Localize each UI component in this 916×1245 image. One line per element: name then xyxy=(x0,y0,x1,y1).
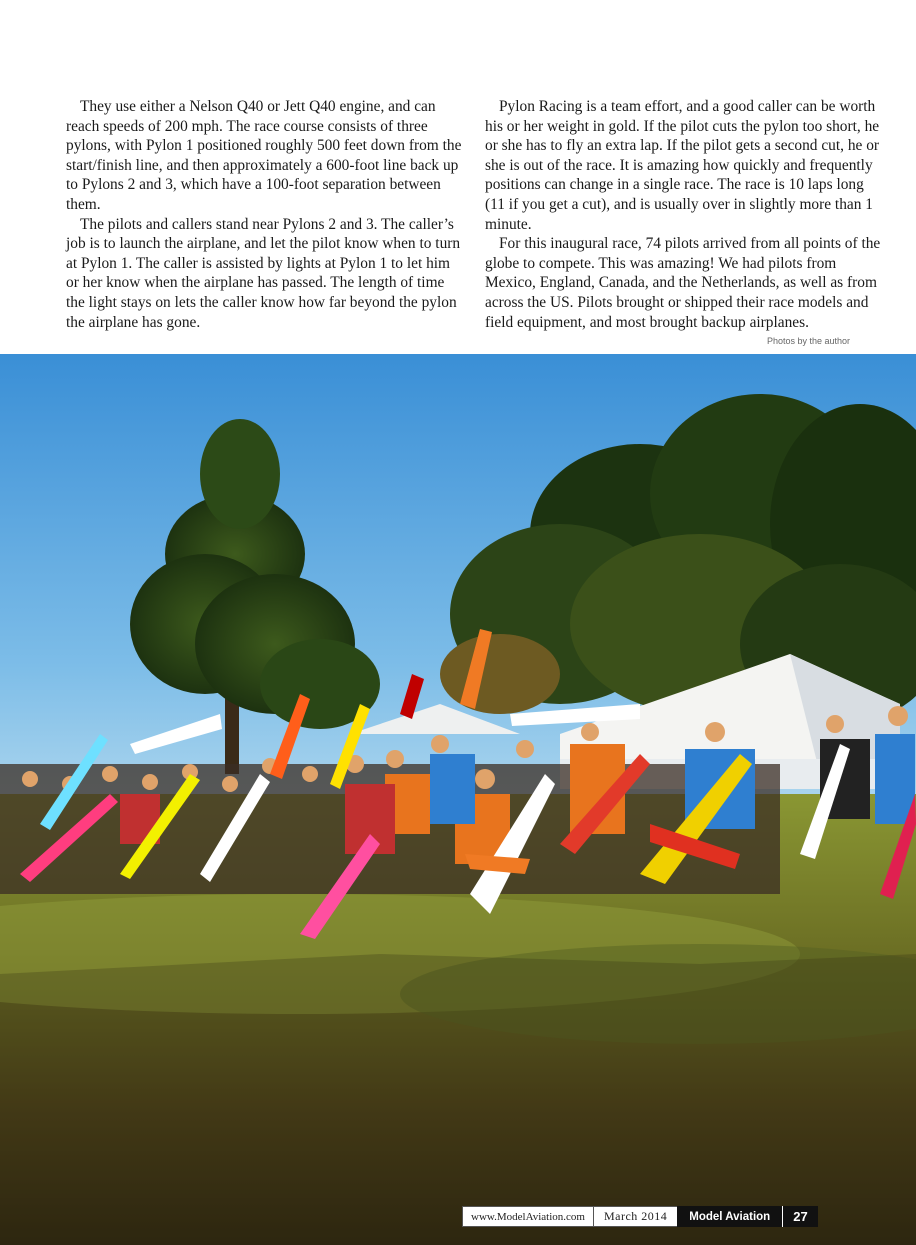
photo-credit: Photos by the author xyxy=(766,336,850,346)
article-right-column xyxy=(485,97,881,332)
page-footer xyxy=(462,1206,818,1227)
paragraph: The pilots and callers stand near Pylons 2 and 3. The caller’s job is to launch the airplane, and let the pilot know when to turn at Pylon 1. The caller is assisted by lights at Pylon 1 to let him or her know when the airplane has passed. The length of time the light stays on lets the caller know how far beyond the pylon the airplane has gone. xyxy=(66,215,461,331)
paragraph: Pylon Racing is a team effort, and a good caller can be worth his or her weight in gold. If the pilot cuts the pylon too short, he or she has to fly an extra lap. If the pilot gets a second cut, he or she is out of the race. It is amazing how quickly and frequently positions can change in a single race. The race is 10 laps long (11 if you get a cut), and is usually over in slightly more than 1 minute. xyxy=(485,98,880,233)
website-url[interactable]: www.ModelAviation.com xyxy=(462,1206,593,1227)
paragraph: For this inaugural race, 74 pilots arrived from all points of the globe to compete. This was amazing! We had pilots from Mexico, England, Canada, and the Netherlands, as well as from across the US. Pilots brought or shipped their race models and field equipment, and most brought backup airplanes. xyxy=(485,235,881,331)
group-photo xyxy=(0,354,916,1245)
page-number: 27 xyxy=(782,1206,817,1227)
magazine-name: Model Aviation xyxy=(677,1206,782,1227)
photo-illustration xyxy=(0,354,916,1245)
issue-date: March 2014 xyxy=(593,1206,677,1227)
paragraph: They use either a Nelson Q40 or Jett Q40 engine, and can reach speeds of 200 mph. The race course consists of three pylons, with Pylon 1 positioned roughly 500 feet down from the start/finish line, and then approximately a 600-foot line back up to Pylons 2 and 3, which have a 100-foot separation between them. xyxy=(66,98,462,213)
article-left-column xyxy=(66,97,462,332)
